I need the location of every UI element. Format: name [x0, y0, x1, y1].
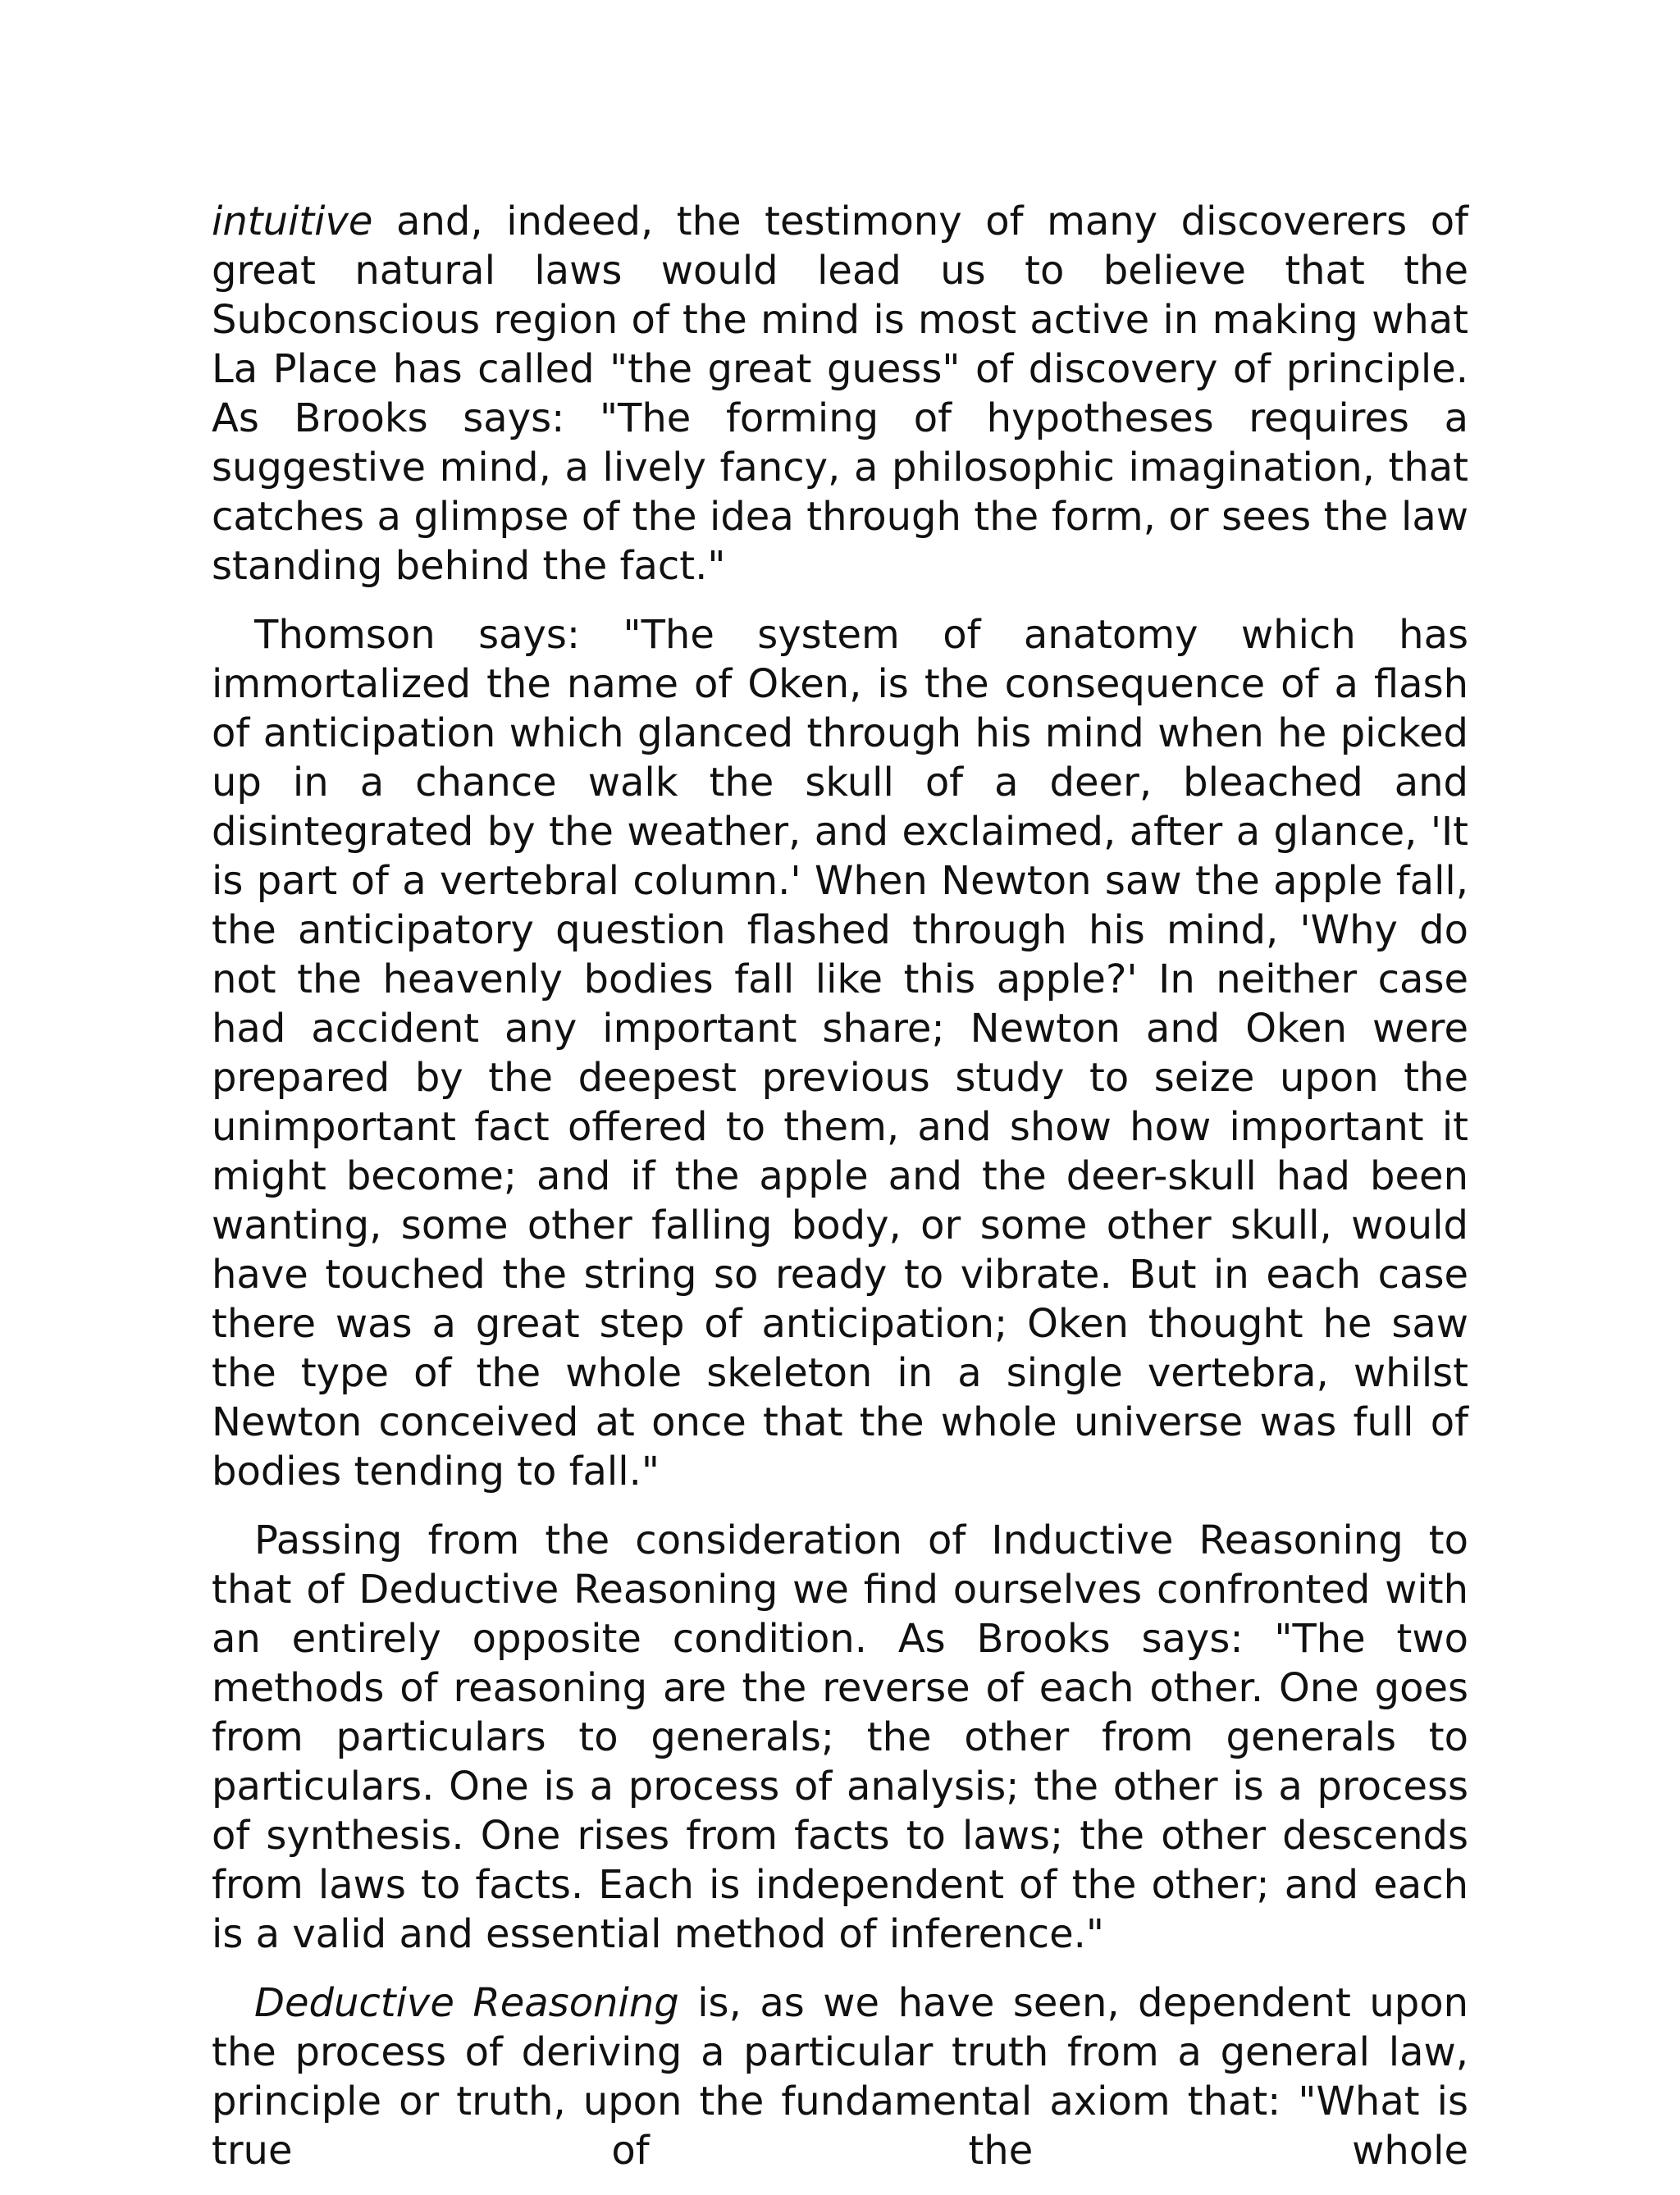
paragraph-2 [212, 610, 1468, 1496]
paragraph-1 [212, 197, 1468, 591]
paragraph-3 [212, 1516, 1468, 1959]
paragraph-text: and, indeed, the testimony of many discoverers of great natural laws would lead us to believe that the Subconscious region of the mind is most active in making what La Place has called "the great guess" of discovery of principle. As Brooks says: "The forming of hypotheses requires a suggestive mind, a lively fancy, a philosophic imagination, that catches a glimpse of the idea through the form, or sees the law standing behind the fact." [212, 199, 1468, 589]
italic-term: Deductive Reasoning [254, 1980, 679, 2026]
italic-term: intuitive [212, 199, 373, 244]
paragraph-text: is, as we have seen, dependent upon the process of deriving a particular truth from a general law, principle or truth, upon the fundamental axiom that: "What is true of the whole [212, 1980, 1468, 2174]
paragraph-4 [212, 1978, 1468, 2175]
paragraph-text: Thomson says: "The system of anatomy which has immortalized the name of Oken, is the consequence of a flash of anticipation which glanced through his mind when he picked up in a chance walk the skull of a deer, bleached and disintegrated by the weather, and exclaimed, after a glance, 'It is part of a vertebral column.' When Newton saw the apple fall, the anticipatory question flashed through his mind, 'Why do not the heavenly bodies fall like this apple?' In neither case had accident any important share; Newton and Oken were prepared by the deepest previous study to seize upon the unimportant fact offered to them, and show how important it might become; and if the apple and the deer-skull had been wanting, some other falling body, or some other skull, would have touched the string so ready to vibrate. But in each case there was a great step of anticipation; Oken thought he saw the type of the whole skeleton in a single vertebra, whilst Newton conceived at once that the whole universe was full of bodies tending to fall." [212, 612, 1468, 1495]
paragraph-text: Passing from the consideration of Inductive Reasoning to that of Deductive Reasoning we find ourselves confronted with an entirely opposite condition. As Brooks says: "The two methods of reasoning are the reverse of each other. One goes from particulars to generals; the other from generals to particulars. One is a process of analysis; the other is a process of synthesis. One rises from facts to laws; the other descends from laws to facts. Each is independent of the other; and each is a valid and essential method of inference." [212, 1517, 1468, 1957]
page-body [212, 197, 1468, 2195]
